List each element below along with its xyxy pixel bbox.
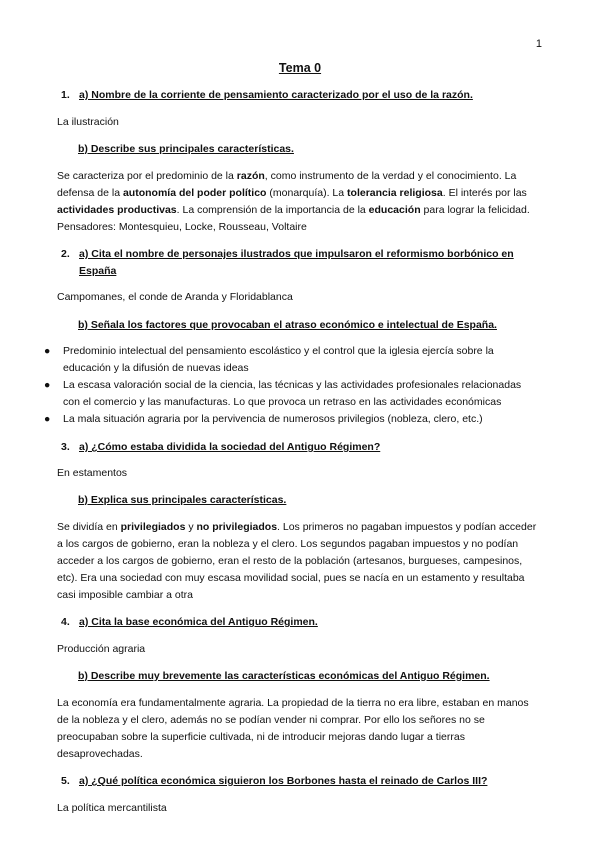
question-2-b-label: b) Señala los factores que provocaban el atraso económico e intelectual de España.	[78, 319, 497, 331]
bullet-icon: ●	[44, 345, 51, 357]
page-title: Tema 0	[278, 61, 322, 75]
question-1-b-label: b) Describe sus principales características.	[78, 143, 294, 155]
question-5-number: 5.	[61, 775, 70, 787]
list-item: ● La escasa valoración social de la ciencia, las técnicas y las actividades profesionales relacionadas con el comercio y las manufacturas. Lo que provoca un retraso en las actividades económicas	[44, 379, 522, 408]
term-tolerancia: tolerancia religiosa	[347, 187, 443, 199]
answer-1-b: Se caracteriza por el predominio de la razón, como instrumento de la verdad y el conocimiento. La defensa de la autonomía del poder político (monarquía). La tolerancia religiosa. El interés por las actividades productivas. La comprensión de la importancia de la educación para lograr la felicidad. Pensadores: Montesquieu, Locke, Rousseau, Voltaire	[57, 170, 530, 233]
question-2-a-label: a) Cita el nombre de personajes ilustrados que impulsaron el reformismo borbónico en España	[79, 248, 514, 277]
question-4-b-label: b) Describe muy brevemente las características económicas del Antiguo Régimen.	[78, 670, 490, 682]
term-privilegiados: privilegiados	[120, 521, 186, 533]
question-2-number: 2.	[61, 248, 70, 260]
answer-3-b: Se dividía en privilegiados y no privilegiados. Los primeros no pagaban impuestos y podían acceder a los cargos de gobierno, eran la nobleza y el clero. Los segundos pagaban impuestos y no podían acceder a los cargos de gobierno, eran el resto de la población (artesanos, burgueses, campesinos, etc). Era una sociedad con muy escasa movilidad social, pues se nacía en un estamento y resultaba casi imposible cambiar a otra	[57, 521, 537, 601]
question-2-a	[61, 246, 531, 280]
answer-5-a: La política mercantilista	[57, 802, 167, 814]
question-1-a	[61, 87, 473, 104]
term-razon: razón	[236, 170, 265, 182]
answer-4-b: La economía era fundamentalmente agraria. La propiedad de la tierra no era libre, estaban en manos de la nobleza y el clero, además no se podían vender ni comprar. Por ello los señores no se preocupaban sobre la superficie cultivada, ni de introducir mejoras dando lugar a tierras desaprovechadas.	[57, 697, 529, 760]
answer-1-a: La ilustración	[57, 116, 119, 128]
question-5-a-label: a) ¿Qué política económica siguieron los Borbones hasta el reinado de Carlos III?	[79, 775, 488, 787]
list-item: ● Predominio intelectual del pensamiento escolástico y el control que la iglesia ejercía sobre la educación y la difusión de nuevas ideas	[44, 345, 494, 374]
question-3-a	[61, 439, 380, 456]
list-item: ● La mala situación agraria por la pervivencia de numerosos privilegios (nobleza, clero, etc.)	[44, 411, 524, 428]
question-1-number: 1.	[61, 89, 70, 101]
bullet-list	[44, 343, 524, 428]
term-no-privilegiados: no privilegiados	[196, 521, 278, 533]
term-autonomia: autonomía del poder político	[122, 187, 267, 199]
question-3-number: 3.	[61, 441, 70, 453]
answer-3-a: En estamentos	[57, 467, 128, 479]
answer-4-a: Producción agraria	[57, 643, 146, 655]
bullet-icon: ●	[44, 413, 51, 425]
term-actividades: actividades productivas	[57, 204, 177, 216]
term-educacion: educación	[368, 204, 421, 216]
answer-2-a: Campomanes, el conde de Aranda y Floridablanca	[57, 291, 293, 303]
page-number: 1	[535, 38, 542, 50]
question-5-a	[61, 773, 487, 790]
question-4-a-label: a) Cita la base económica del Antiguo Régimen.	[79, 616, 318, 628]
question-3-b-label: b) Explica sus principales características.	[78, 494, 287, 506]
question-4-a	[61, 614, 318, 631]
question-4-number: 4.	[61, 616, 70, 628]
question-3-a-label: a) ¿Cómo estaba dividida la sociedad del Antiguo Régimen?	[79, 441, 381, 453]
bullet-icon: ●	[44, 379, 51, 391]
question-1-a-label: a) Nombre de la corriente de pensamiento caracterizado por el uso de la razón.	[79, 89, 473, 101]
